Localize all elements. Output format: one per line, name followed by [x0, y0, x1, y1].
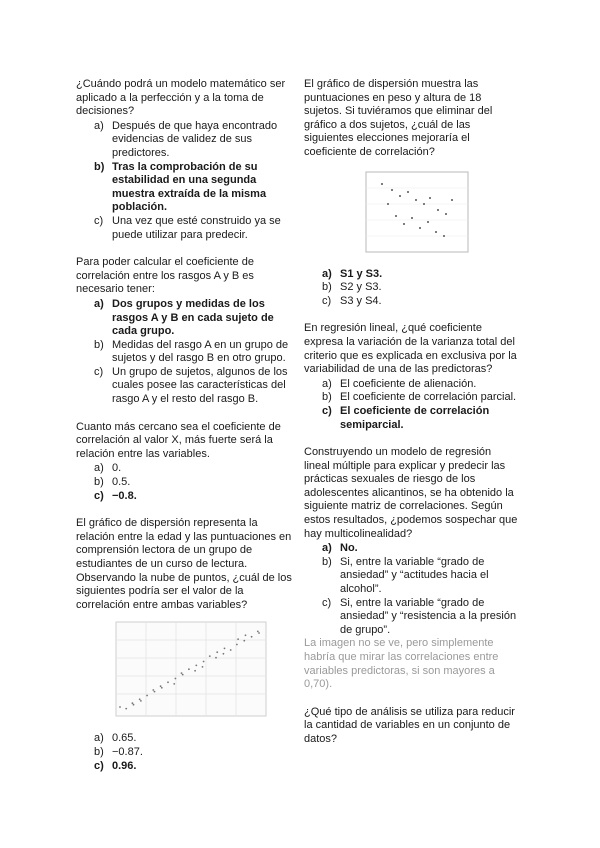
options-list [76, 298, 298, 407]
scatter-point [119, 706, 121, 708]
option-text: Si, entre la variable “grado de ansiedad” y “resistencia a la presión de grupo”. [340, 596, 517, 636]
scatter-point [258, 632, 260, 634]
option-letter: a) [94, 119, 104, 132]
scatter-point [181, 673, 183, 675]
scatter-point [167, 682, 169, 684]
options-list [76, 462, 298, 503]
scatter-point [195, 665, 197, 667]
right-column [304, 78, 518, 761]
option-text: Dos grupos y medidas de los rasgos A y B en cada sujeto de cada grupo. [112, 297, 274, 338]
option-c[interactable] [304, 597, 518, 638]
option-text: El coeficiente de correlación parcial. [340, 391, 517, 404]
option-b[interactable] [304, 281, 518, 295]
option-text: El coeficiente de correlación semiparcial. [340, 404, 490, 431]
question-4 [76, 517, 298, 773]
option-text: −0.87. [112, 745, 143, 758]
question-stem: ¿Cuándo podrá un modelo matemático ser aplicado a la perfección y a la toma de decisiones? [76, 78, 286, 118]
option-c[interactable] [304, 295, 518, 309]
scatter-point [161, 687, 163, 689]
option-letter: a) [322, 377, 332, 390]
answer-note: La imagen no se ve, pero simplemente habría que mirar las correlaciones entre variables predictoras, si son mayores a 0,70). [304, 637, 499, 691]
question-2 [76, 256, 298, 407]
question-stem: ¿Qué tipo de análisis se utiliza para reducir la cantidad de variables en un conjunto de datos? [304, 705, 515, 745]
scatter-point [391, 189, 393, 191]
scatter-point [387, 203, 389, 205]
option-letter: b) [94, 338, 104, 351]
option-b[interactable] [76, 476, 298, 490]
option-letter: b) [322, 391, 332, 404]
scatter-plot-age-reading [76, 620, 298, 720]
options-list [76, 732, 298, 773]
scatter-point [175, 678, 177, 680]
option-text: Un grupo de sujetos, algunos de los cuales posee las características del rasgo A y el resto del rasgo B. [112, 365, 288, 406]
option-a[interactable] [76, 462, 298, 476]
option-text: No. [340, 542, 358, 555]
question-8 [304, 706, 518, 747]
option-b[interactable] [76, 339, 298, 366]
scatter-point [419, 227, 421, 229]
option-a[interactable] [76, 298, 298, 339]
scatter-point [251, 636, 253, 638]
option-a[interactable] [304, 268, 518, 282]
option-text: 0.5. [112, 476, 131, 489]
question-6 [304, 322, 518, 432]
question-stem: Construyendo un modelo de regresión lineal múltiple para explicar y predecir las prácticas sexuales de riesgo de los adolescentes alicantinos, se ha obtenido la siguiente matriz de correlaciones. Según estos resultados, ¿podemos sospechar que hay multicolinealidad? [304, 446, 518, 540]
option-letter: c) [94, 214, 104, 227]
option-text: S2 y S3. [340, 281, 382, 294]
option-letter: b) [94, 160, 105, 173]
scatter-point [230, 649, 232, 651]
scatter-point [216, 652, 218, 654]
option-c[interactable] [76, 366, 298, 407]
option-a[interactable] [76, 732, 298, 746]
scatter-point [154, 691, 156, 693]
option-letter: a) [322, 542, 332, 555]
scatter-point [443, 235, 445, 237]
options-list [304, 378, 518, 432]
option-a[interactable] [304, 378, 518, 392]
option-text: 0.96. [112, 759, 137, 772]
option-text: El coeficiente de alienación. [340, 377, 477, 390]
scatter-point [403, 223, 405, 225]
scatter-point [152, 689, 154, 691]
option-text: 0.65. [112, 732, 137, 745]
scatter-point [437, 209, 439, 211]
scatter-point [182, 674, 184, 676]
scatter-point [132, 703, 134, 705]
option-letter: c) [94, 759, 104, 772]
question-stem: Cuanto más cercano sea el coeficiente de correlación al valor X, más fuerte será la relación entre las variables. [76, 420, 281, 460]
scatter-point [435, 231, 437, 233]
option-letter: a) [94, 462, 104, 475]
option-text: S3 y S4. [340, 294, 382, 307]
scatter-point [203, 661, 205, 663]
scatter-point [188, 669, 190, 671]
scatter-point [146, 695, 148, 697]
option-letter: c) [322, 294, 332, 307]
option-a[interactable] [304, 542, 518, 556]
option-c[interactable] [76, 490, 298, 504]
question-stem: El gráfico de dispersión representa la relación entre la edad y las puntuaciones en comprensión lectora de un grupo de estudiantes de un curso de lectura. Observando la nube de puntos, ¿cuál de los siguientes podría ser el valor de la correlación entre ambas variables? [76, 517, 292, 611]
scatter-point [139, 699, 141, 701]
option-text: Tras la comprobación de su estabilidad en una segunda muestra extraída de la misma población. [112, 160, 267, 214]
options-list [76, 120, 298, 242]
option-text: Medidas del rasgo A en un grupo de sujetos y del rasgo B en otro grupo. [112, 338, 289, 365]
option-letter: b) [94, 745, 104, 758]
option-letter: b) [322, 281, 332, 294]
scatter-point [173, 683, 175, 685]
option-c[interactable] [76, 215, 298, 242]
question-3 [76, 421, 298, 504]
option-b[interactable] [76, 161, 298, 215]
scatter-point [245, 635, 247, 637]
option-text: Si, entre la variable “grado de ansiedad” y “actitudes hacia el alcohol”. [340, 555, 489, 596]
option-letter: a) [322, 267, 332, 280]
scatter-point [236, 644, 238, 646]
option-letter: b) [94, 476, 104, 489]
option-b[interactable] [76, 746, 298, 760]
option-letter: a) [94, 297, 104, 310]
option-a[interactable] [76, 120, 298, 161]
option-letter: c) [322, 596, 332, 609]
scatter-point [423, 203, 425, 205]
scatter-point [223, 653, 225, 655]
option-letter: c) [94, 489, 104, 502]
scatter-point [395, 215, 397, 217]
scatter-point [202, 666, 204, 668]
question-stem: Para poder calcular el coeficiente de correlación entre los rasgos A y B es necesario tener: [76, 256, 254, 296]
option-letter: c) [322, 404, 332, 417]
option-c[interactable] [304, 405, 518, 432]
scatter-point [451, 199, 453, 201]
question-1 [76, 78, 298, 242]
options-list [304, 268, 518, 309]
left-column [76, 78, 298, 787]
scatter-point [429, 197, 431, 199]
option-text: −0.8. [112, 489, 137, 502]
option-text: Después de que haya encontrado evidencias de validez de sus predictores. [112, 119, 278, 159]
scatter-point [209, 656, 211, 658]
scatter-point [160, 686, 162, 688]
scatter-point [243, 640, 245, 642]
scatter-point [381, 183, 383, 185]
option-letter: a) [94, 732, 104, 745]
question-7 [304, 446, 518, 692]
scatter-point [445, 213, 447, 215]
options-list [304, 542, 518, 637]
question-stem: El gráfico de dispersión muestra las puntuaciones en peso y altura de 18 sujetos. Si tuviéramos que eliminar del gráfico a dos sujetos, ¿cuál de las siguientes elecciones mejoraría el coeficiente de correlación? [304, 78, 493, 158]
option-text: Una vez que esté construido ya se puede utilizar para predecir. [112, 214, 281, 241]
option-b[interactable] [304, 391, 518, 405]
option-b[interactable] [304, 556, 518, 597]
scatter-point [125, 708, 127, 710]
scatter-point [407, 191, 409, 193]
scatter-point [194, 670, 196, 672]
scatter-point [237, 639, 239, 641]
option-text: S1 y S3. [340, 267, 383, 280]
scatter-point [133, 704, 135, 706]
scatter-point [415, 199, 417, 201]
scatter-point [411, 217, 413, 219]
option-letter: c) [94, 365, 104, 378]
scatter-point [427, 221, 429, 223]
question-5 [304, 78, 518, 308]
scatter-point [257, 631, 259, 633]
scatter-point [224, 648, 226, 650]
scatter-plot-weight-height [304, 170, 518, 260]
option-letter: b) [322, 555, 332, 568]
scatter-point [399, 195, 401, 197]
option-c[interactable] [76, 760, 298, 774]
option-text: 0. [112, 462, 122, 475]
scatter-point [215, 657, 217, 659]
scatter-point [140, 700, 142, 702]
question-stem: En regresión lineal, ¿qué coeficiente expresa la variación de la varianza total del criterio que es explicada en exclusiva por la variabilidad de una de las predictoras? [304, 322, 517, 376]
